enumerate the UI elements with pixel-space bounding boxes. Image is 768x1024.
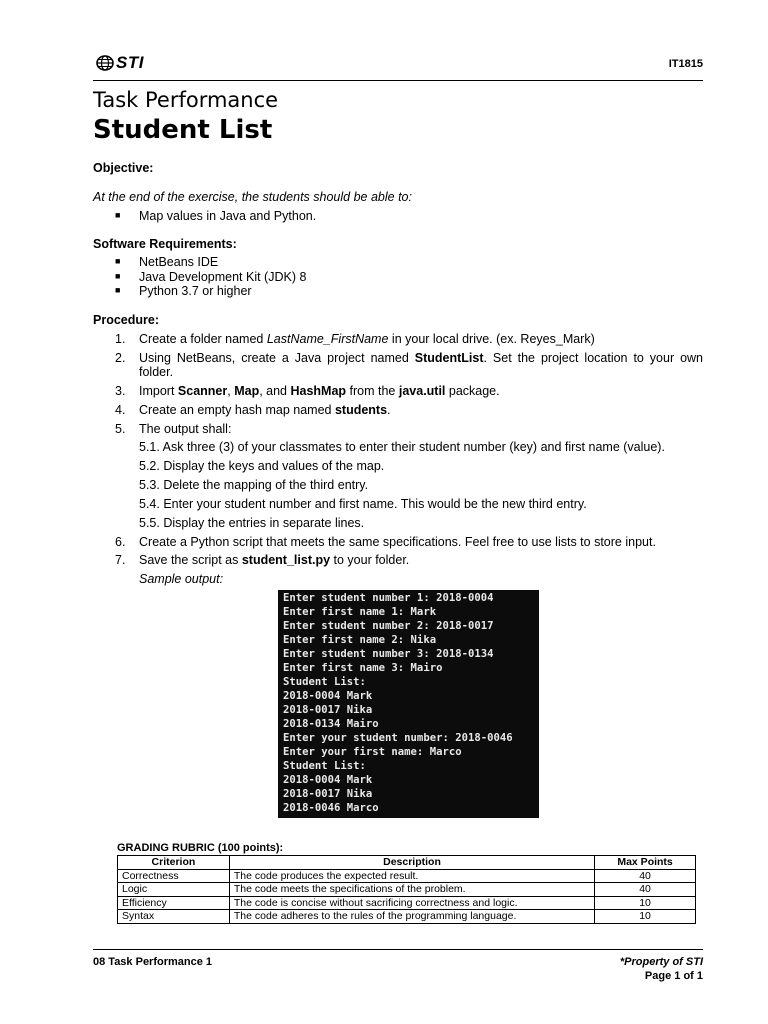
footer-property: *Property of STI [619,956,703,968]
criterion-cell: Syntax [118,910,230,924]
substep: 5.5. Display the entries in separate lines. [139,516,365,530]
objective-intro: At the end of the exercise, the students should be able to: [93,190,412,204]
column-header: Max Points [595,856,696,870]
criterion-cell: Correctness [118,869,230,883]
description-cell: The code adheres to the rules of the programming language. [229,910,594,924]
sample-output-label: Sample output: [139,572,224,586]
substep: 5.4. Enter your student number and first name. This would be the new third entry. [139,497,587,511]
step-number: 1. [115,332,126,346]
procedure-step-7: Save the script as student_list.py to your folder. [139,553,410,567]
procedure-step-3: Import Scanner, Map, and HashMap from the java.util package. [139,384,500,398]
page-number: Page 1 of 1 [644,970,703,982]
terminal-line: Enter first name 1: Mark [283,606,437,618]
step-number: 5. [115,422,126,436]
table-row [118,883,696,897]
description-cell: The code is concise without sacrificing correctness and logic. [229,896,594,910]
substep: 5.3. Delete the mapping of the third entry. [139,478,369,492]
points-cell: 40 [595,883,696,897]
terminal-line: Enter first name 2: Nika [283,634,437,646]
procedure-step-1: Create a folder named LastName_FirstName in your local drive. (ex. Reyes_Mark) [139,332,595,346]
table-row [118,869,696,883]
bullet-icon: ■ [115,271,121,281]
column-header: Description [229,856,594,870]
bullet-icon: ■ [115,256,121,266]
terminal-line: Enter your first name: Marco [283,746,462,758]
description-cell: The code produces the expected result. [229,869,594,883]
terminal-line: 2018-0134 Mairo [283,718,379,730]
sti-logo [96,53,144,73]
procedure-heading: Procedure: [93,313,159,327]
terminal-line: 2018-0004 Mark [283,774,373,786]
column-header: Criterion [118,856,230,870]
step-number: 7. [115,553,126,567]
globe-icon [96,55,114,71]
software-heading: Software Requirements: [93,237,237,251]
bullet-icon: ■ [115,285,121,295]
procedure-step-5: The output shall: [139,422,232,436]
software-item: NetBeans IDE [139,255,219,269]
criterion-cell: Logic [118,883,230,897]
step-number: 3. [115,384,126,398]
grading-rubric-table [117,855,696,924]
terminal-line: 2018-0004 Mark [283,690,373,702]
terminal-line: Enter student number 2: 2018-0017 [283,620,494,632]
procedure-step-4: Create an empty hash map named students. [139,403,391,417]
logo-text: STI [116,53,144,72]
sample-output-terminal [278,590,539,818]
points-cell: 40 [595,869,696,883]
terminal-line: 2018-0017 Nika [283,704,373,716]
substep: 5.1. Ask three (3) of your classmates to enter their student number (key) and first name (value). [139,440,665,454]
footer-left: 08 Task Performance 1 [93,956,213,968]
course-code: IT1815 [668,58,703,70]
bullet-icon: ■ [115,210,121,220]
terminal-line: Student List: [283,760,366,772]
header-divider [93,80,703,81]
table-row [118,896,696,910]
objective-item: Map values in Java and Python. [139,209,317,223]
step-number: 2. [115,351,126,365]
rubric-title: GRADING RUBRIC (100 points): [117,842,284,854]
description-cell: The code meets the specifications of the problem. [229,883,594,897]
footer-divider [93,949,703,950]
criterion-cell: Efficiency [118,896,230,910]
step-number: 4. [115,403,126,417]
table-row [118,910,696,924]
terminal-line: Enter student number 3: 2018-0134 [283,648,494,660]
terminal-line: 2018-0017 Nika [283,788,373,800]
terminal-line: Student List: [283,676,366,688]
terminal-line: Enter student number 1: 2018-0004 [283,592,494,604]
points-cell: 10 [595,910,696,924]
terminal-line: 2018-0046 Marco [283,802,379,814]
terminal-line: Enter first name 3: Mairo [283,662,443,674]
document-type: Task Performance [93,88,279,112]
software-item: Java Development Kit (JDK) 8 [139,270,307,284]
terminal-line: Enter your student number: 2018-0046 [283,732,513,744]
table-header-row [118,856,696,870]
step-number: 6. [115,535,126,549]
procedure-step-6: Create a Python script that meets the same specifications. Feel free to use lists to store input. [139,535,656,549]
document-title: Student List [93,115,273,145]
software-item: Python 3.7 or higher [139,284,252,298]
points-cell: 10 [595,896,696,910]
substep: 5.2. Display the keys and values of the map. [139,459,385,473]
objective-heading: Objective: [93,161,154,175]
procedure-step-2: Using NetBeans, create a Java project named StudentList. Set the project location to your own folder. [139,351,703,379]
